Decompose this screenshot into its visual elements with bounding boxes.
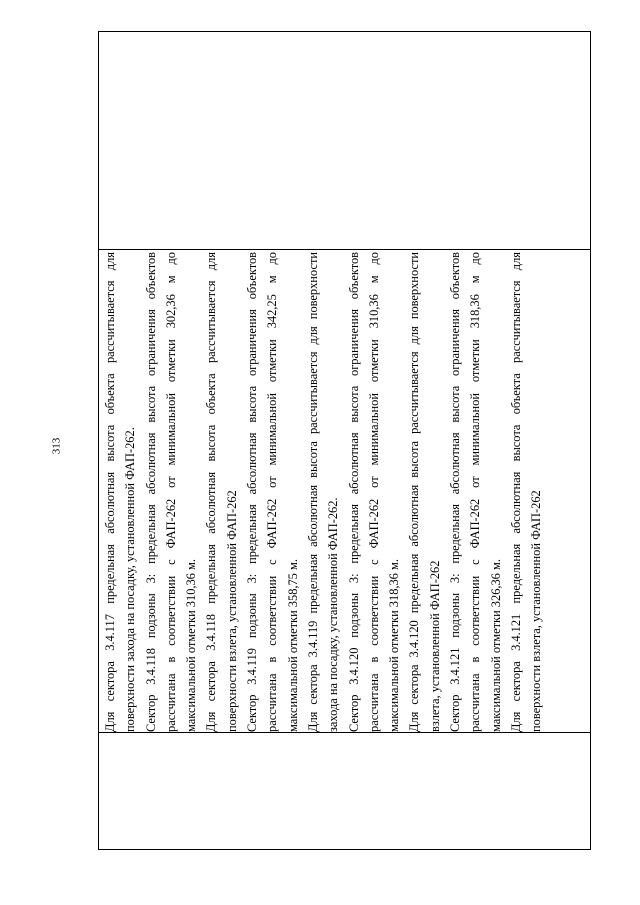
paragraph: Для сектора 3.4.117 предельная абсолютная высота объекта рассчитывается для поверхности захода на посадку, установленной ФАП-262. [103, 252, 138, 732]
paragraph: Для сектора 3.4.118 предельная абсолютная высота объекта рассчитывается для поверхности взлета, установленной ФАП-262 [204, 252, 239, 732]
paragraph: Для сектора 3.4.120 предельная абсолютная высота рассчитывается для поверхности взлета, установленной ФАП-262 [407, 252, 442, 732]
table-cell-text [98, 248, 586, 736]
paragraph: Сектор 3.4.120 подзоны 3: предельная абсолютная высота ограничения объектов рассчитана в соответствии с ФАП-262 от минимальной отметки 310,36 м до максимальной отметки 318,36 м. [346, 252, 402, 732]
paragraph: Сектор 3.4.118 подзоны 3: предельная абсолютная высота ограничения объектов рассчитана в соответствии с ФАП-262 от минимальной отметки 302,36 м до максимальной отметки 310,36 м. [143, 252, 199, 732]
paragraph: Сектор 3.4.121 подзоны 3: предельная абсолютная высота ограничения объектов рассчитана в соответствии с ФАП-262 от минимальной отметки 318,36 м до максимальной отметки 326,36 м. [448, 252, 503, 732]
paragraph: Для сектора 3.4.121 предельная абсолютная высота объекта рассчитывается для поверхности взлета, установленной ФАП-262 [508, 252, 544, 732]
paragraph: Сектор 3.4.119 подзоны 3: предельная абсолютная высота ограничения объектов рассчитана в соответствии с ФАП-262 от минимальной отметки 342,25 м до максимальной отметки 358,75 м. [245, 252, 300, 732]
page-number: 313 [50, 437, 63, 455]
paragraph: Для сектора 3.4.119 предельная абсолютная высота рассчитывается для поверхности захода на посадку, установленной ФАП-262. [305, 252, 341, 732]
